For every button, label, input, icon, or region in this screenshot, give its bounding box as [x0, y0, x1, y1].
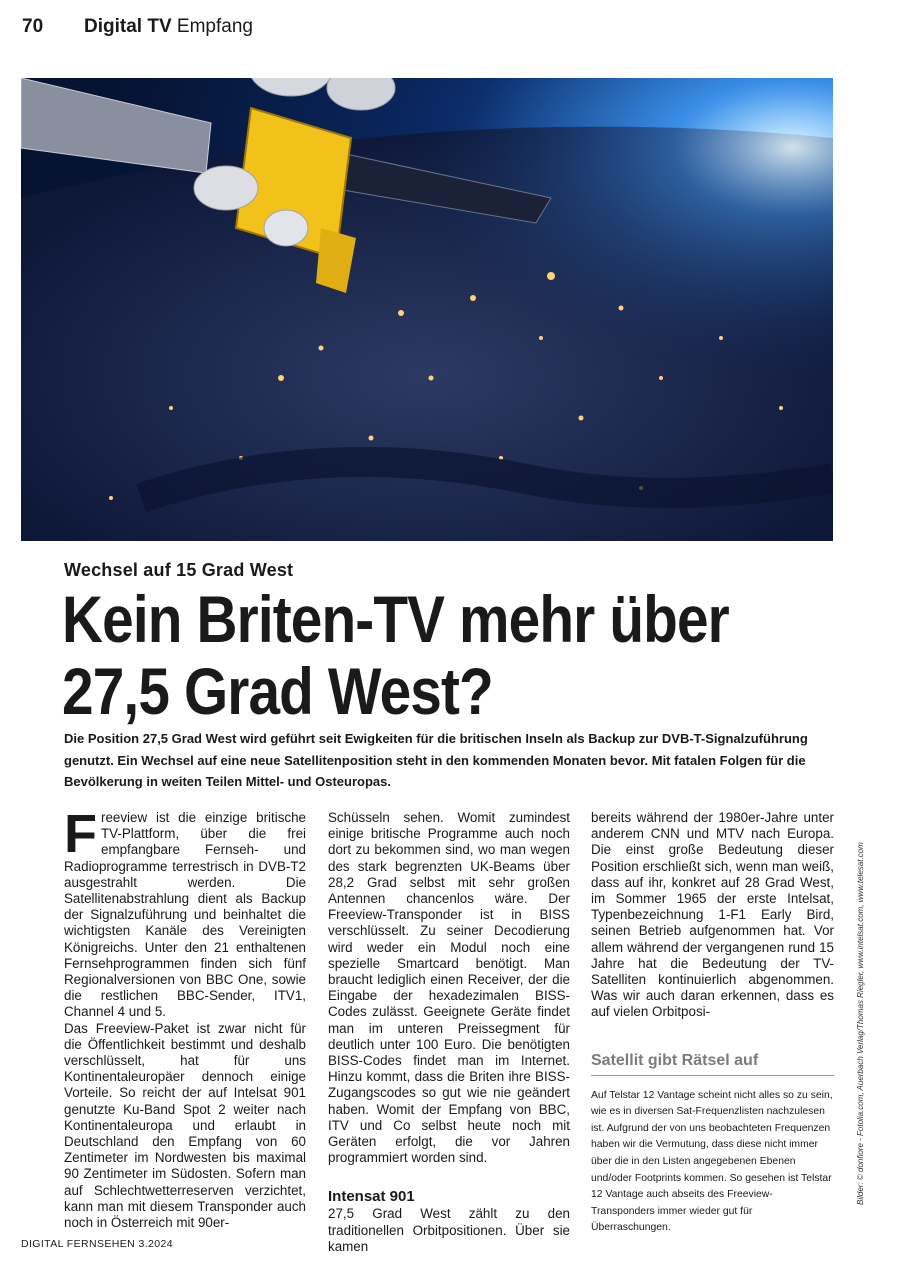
- page-footer: DIGITAL FERNSEHEN 3.2024: [21, 1238, 173, 1250]
- article-lead: Die Position 27,5 Grad West wird geführt seit Ewigkeiten für die britischen Inseln als Backup zur DVB-T-Signalzuführung genutzt. Ein Wechsel auf eine neue Satellitenposition steht in den kommenden Monaten bevor. Mit fatalen Folgen für die Bevölkerung in weiten Teilen Mittel- und Osteuropas.: [64, 731, 808, 789]
- section-title-bold: Digital TV: [84, 16, 172, 37]
- page-header: [22, 16, 875, 44]
- antenna-dish-top: [249, 78, 333, 96]
- article-headline: [62, 583, 750, 727]
- subheading: Intensat 901: [328, 1188, 415, 1206]
- drop-cap: F: [64, 804, 97, 864]
- antenna-dish-right: [327, 78, 395, 110]
- text-column-3: [591, 810, 834, 1237]
- section-title: [84, 16, 253, 38]
- image-credit: Bilder: © donfiore - Fotolia.com, Auerbach Verlag/Thomas Riegler, www.intelsat.com, www.telesat.com: [856, 842, 865, 1205]
- paragraph: Das Freeview-Paket ist zwar nicht für die Öffentlichkeit bestimmt und deshalb verschlüsselt, hat für uns Kontinentaleuropäer dennoch einige Vorteile. So reicht der auf Intelsat 901 genutzte Ku-Band Spot 2 weiter nach Kontinentaleuropa und erlaubt in Deutschland den Empfang von 60 Zentimeter im Nordwesten bis maximal 90 Zentimeter im Südosten. Sofern man auf Schlechtwetterreserven verzichtet, kann man mit diesem Transponder auch noch in Österreich mit 90er-: [64, 1020, 306, 1231]
- satellite-illustration: [21, 78, 581, 348]
- text-column-1: [64, 804, 306, 1231]
- paragraph-text: reeview ist die einzige britische TV-Plattform, über die frei empfangbare Fernseh- und Radioprogramme terrestrisch in DVB-T2 ausgestrahlt werden. Die Satellitenabstrahlung dient als Backup der Signalzuführung und beinhaltet die wichtigsten Kanäle des Vereinigten Königreichs. Unter den 21 enthaltenen Fernsehprogrammen finden sich fünf Regionalversionen von BBC One, sowie die restlichen BBC-Sender, ITV1, Channel 4 und 5.: [64, 810, 306, 1020]
- headline-line-2: 27,5 Grad West?: [62, 654, 493, 728]
- paragraph: Schüsseln sehen. Womit zumindest einige britische Programme auch noch dort zu bekommen sind, wo man wegen des stark begrenzten UK-Beams über 28,2 Grad selbst mit sehr großen Antennen chancenlos wäre. Der Freeview-Transponder ist in BISS verschlüsselt. Zu seiner Decodierung wird weder ein Modul noch eine spezielle Smartcard benötigt. Man braucht lediglich einen Receiver, der die Eingabe der hexadezimalen BISS-Codes zulässt. Geeignete Geräte findet man im unteren Preissegment für deutlich unter 100 Euro. Die benötigten BISS-Codes findet man im Internet. Hinzu kommt, dass die Briten ihre BISS-Zugangscodes so gut wie nie geändert haben. Womit der Empfang von BBC, ITV und Co selbst heute noch mit Geräten erfolgt, die vor Jahren programmiert worden sind.: [328, 810, 570, 1166]
- hero-image: [21, 78, 833, 541]
- article-kicker: Wechsel auf 15 Grad West: [64, 560, 294, 580]
- page-number: 70: [22, 16, 44, 37]
- paragraph: bereits während der 1980er-Jahre unter anderem CNN und MTV nach Europa. Die einst große Bedeutung dieser Position erschließt sich, wenn man weiß, dass auf ihr, konkret auf 28 Grad West, im Sommer 1965 der erste Intelsat, Typenbezeichnung 1-F1 Early Bird, seinen Betrieb aufgenommen hat. Vor allem während der vergangenen rund 15 Jahre hat die Bedeutung der TV-Satelliten kontinuierlich abgenommen. Was wir auch daran erkennen, dass es auf vielen Orbitposi-: [591, 810, 834, 1020]
- infobox-text: Auf Telstar 12 Vantage scheint nicht alles so zu sein, wie es in diversen Sat-Frequenzlisten nachzulesen ist. Aufgrund der von uns beobachteten Frequenzen haben wir die Vermutung, dass diese nicht immer über die in den Listen angegebenen Ebenen und/oder Footprints kommen. So gesehen ist Telstar 12 Vantage auch abseits des Freeview-Transponders immer wieder gut für Überraschungen.: [591, 1089, 833, 1234]
- text-column-2: [328, 810, 570, 1255]
- antenna-dish-bottom: [264, 210, 308, 246]
- solar-panel-left: [21, 78, 211, 173]
- satellite-mast: [316, 228, 356, 293]
- infobox-title: Satellit gibt Rätsel auf: [591, 1051, 834, 1076]
- paragraph: 27,5 Grad West zählt zu den traditionellen Orbitpositionen. Über sie kamen: [328, 1206, 570, 1254]
- solar-panel-right: [331, 153, 551, 223]
- section-title-rest: Empfang: [176, 16, 253, 37]
- antenna-dish-left: [194, 166, 258, 210]
- paragraph: [64, 804, 306, 1021]
- headline-line-1: Kein Briten-TV mehr über: [62, 582, 729, 656]
